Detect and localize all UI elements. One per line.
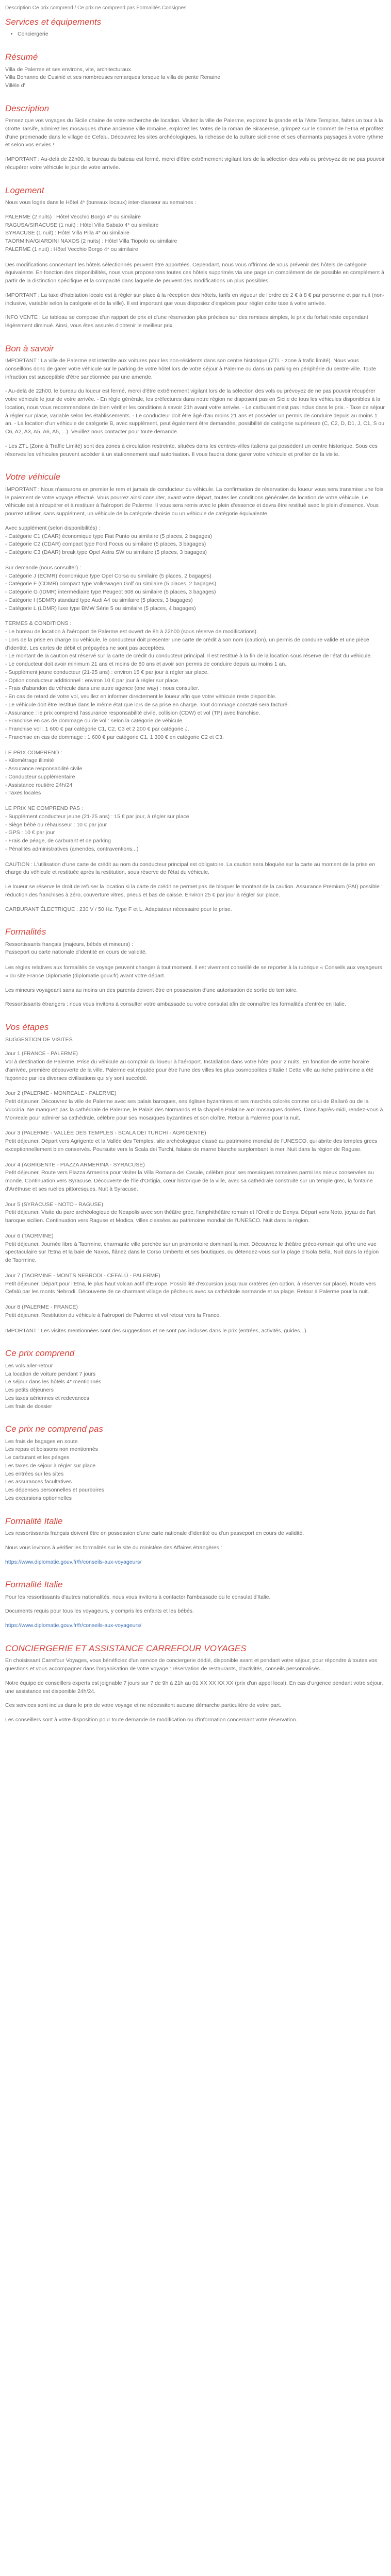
formalites-text <box>5 941 386 957</box>
etape-day-title: Jour 2 (PALERME - MONREALE - PALERME) <box>5 1090 117 1097</box>
bon-a-savoir-title: Bon à savoir <box>5 343 54 353</box>
etape-day-title: Jour 5 (SYRACUSE - NOTO - RAGUSE) <box>5 1201 104 1208</box>
services-list <box>5 30 386 39</box>
etape-day-title: Jour 6 (TAORMINE) <box>5 1232 54 1239</box>
vehicule-option: - GPS : 10 € par jour <box>5 829 55 836</box>
vehicule-options <box>5 805 386 854</box>
vehicule-include: - Assurance responsabilité civile <box>5 766 83 772</box>
vehicule-term: - En cas de retard de votre vol, veuillez en informer directement le loueur afin que votre véhicule reste disponible. <box>5 693 276 700</box>
vehicule-include: - Kilométrage illimité <box>5 757 54 764</box>
prix-ne-comprend-pas-item: Les taxes de séjour à régler sur place <box>5 1462 96 1469</box>
vehicule-caution: CAUTION : L'utilisation d'une carte de crédit au nom du conducteur principal est obligatoire. La caution sera bloquée sur la carte au moment de la prise en charge du véhicule et restituée après la restitution, sous réserve de l'état du véhicule. <box>5 861 376 876</box>
prix-ne-comprend-pas-title: Ce prix ne comprend pas <box>5 1424 103 1434</box>
prix-comprend-item: Les vols aller-retour <box>5 1362 53 1369</box>
etape-day <box>5 1090 386 1122</box>
vehicule-term: - Franchise en cas de dommage : 1 600 € par catégorie C1, 1 300 € en catégorie C2 et C3. <box>5 734 224 740</box>
formalites-line: Passeport ou carte nationale d'identité en cours de validité. <box>5 949 147 956</box>
etape-day-text: Petit déjeuner. Route vers Piazza Armerina pour visiter la Villa Romana del Casale, célèbre pour ses mosaïques romaines parmi les mieux conservées au monde. Continuation vers Syracuse. Découverte de l'île d'Ortigia, cœur historique de la ville, avec sa cathédrale construite sur un temple grec, la fontaine d'Aréthuse et ses ruelles pittoresques. Nuit à Syracuse. <box>5 1170 374 1192</box>
etape-day-title: Jour 3 (PALERME - VALLÉE DES TEMPLES - SCALA DEI TURCHI - AGRIGENTE) <box>5 1130 206 1137</box>
vehicule-category: - Catégorie C1 (CAAR) économique type Fiat Punto ou similaire (5 places, 2 bagages) <box>5 533 212 539</box>
logement-paragraph: Des modifications concernant les hôtels sélectionnés peuvent être apportées. Cependant, nous vous offrirons de vous prévenir des hôtels de catégorie équivalente. En fonction des disponibilités, nous vous proposerons toutes ces hôtels supprimés via une page un complément de de possible en complément à partir de la distinction spécifique et la compacité dans laquelle de peuvent des modifications un plus possibles. <box>5 261 384 284</box>
vehicule-on-request <box>5 564 386 613</box>
formalites-title: Formalités <box>5 927 46 937</box>
vehicule-option: - Pénalités administratives (amendes, contraventions...) <box>5 845 139 852</box>
hotel-line: SYRACUSE (1 nuit) : Hôtel Villa Pilla 4* ou similaire <box>5 230 129 236</box>
etape-day-text: Petit déjeuner. Découvrez la ville de Palerme avec ses palais baroques, ses églises byzantines et ses marchés colorés comme celui de Ballarò ou de la Vucciria. Ne manquez pas la cathédrale de Palerme, le Palais des Normands et la chapelle Palatine aux mosaïques dorées. Dans l'après-midi, rendez-vous à Monreale pour admirer sa cathédrale, célèbre pour ses mosaïques byzantines et son cloître. Retour à Palerme pour la nuit. <box>5 1098 383 1121</box>
etape-day-text: Petit déjeuner. Départ vers Agrigente et la Vallée des Temples, site archéologique classé au patrimoine mondial de l'UNESCO, qui abrite des temples grecs exceptionnellement bien conservés. Poursuite vers la Scala dei Turchi, falaise de marne blanche surplombant la mer. Nuit dans la région de Raguse. <box>5 1138 378 1153</box>
vehicule-term: - Option conducteur additionnel : environ 10 € par jour à régler sur place. <box>5 677 180 684</box>
formalites-paragraph: Les mineurs voyageant sans au moins un des parents doivent être en possession d'une autorisation de sortie de territoire. <box>5 987 298 993</box>
etapes-important: IMPORTANT : Les visites mentionnées sont des suggestions et ne sont pas incluses dans le prix (entrées, activités, guides...). <box>5 1327 308 1334</box>
resume-line: Villa de Palerme et ses environs, vite, architecturaux. <box>5 66 133 73</box>
etapes-subtitle: SUGGESTION DE VISITES <box>5 1036 73 1043</box>
services-title: Services et équipements <box>5 17 102 27</box>
etape-day <box>5 1272 386 1296</box>
vehicule-category: - Catégorie C2 (CDAR) compact type Ford Focus ou similaire (5 places, 3 bagages) <box>5 541 206 548</box>
prix-comprend-list <box>5 1362 386 1411</box>
logement-paragraph: INFO VENTE : Le tableau se compose d'un rapport de prix et d'une réservation plus précises sur des remises simples, le prix du forfait reste cependant légèrement diminué. Ainsi, vous êtes assurés d'obtenir le meilleur prix. <box>5 314 368 329</box>
prix-ne-comprend-pas-list <box>5 1438 386 1503</box>
vehicule-on-request-item: - Catégorie F (CDMR) compact type Volkswagen Golf ou similaire (5 places, 2 bagages) <box>5 581 217 587</box>
hotel-line: RAGUSA/SIRACUSE (1 nuit) : Hôtel Villa Sabato 4* ou similaire <box>5 222 159 228</box>
vehicule-includes <box>5 749 386 798</box>
etape-day-text: Petit déjeuner. Départ pour l'Etna, le plus haut volcan actif d'Europe. Possibilité d'excursion jusqu'aux cratères (en option, à réserver sur place). Route vers Cefalù par les monts Nebrodi. Découverte de ce charmant village de pêcheurs avec sa cathédrale normande et sa plage. Retour à Palerme pour la nuit. <box>5 1280 376 1295</box>
conciergerie-title: CONCIERGERIE ET ASSISTANCE CARREFOUR VOYAGES <box>5 1643 247 1653</box>
etape-day <box>5 1050 386 1082</box>
etape-day-title: Jour 1 (FRANCE - PALERME) <box>5 1050 78 1057</box>
logement-paragraph: IMPORTANT : La taxe d'habitation locale est à régler sur place à la réception des hôtels, tarifs en vigueur de l'ordre de 2 € à 8 € par personne et par nuit (non-inclusive, variable selon la catégorie et de la ville). Il est important que vous disposiez d'espèces pour régler cette taxe à votre arrivée. <box>5 292 385 307</box>
vehicule-terms <box>5 620 386 741</box>
vehicule-on-request-item: - Catégorie J (ECMR) économique type Opel Corsa ou similaire (5 places, 2 bagages) <box>5 572 211 579</box>
prix-comprend-item: Les petits déjeuners <box>5 1387 54 1394</box>
prix-ne-comprend-pas-item: Les entrées sur les sites <box>5 1470 64 1477</box>
prix-comprend-item: La location de voiture pendant 7 jours <box>5 1370 96 1377</box>
vehicule-options-title: LE PRIX NE COMPREND PAS : <box>5 805 83 812</box>
formalite-italie-2-title: Formalité Italie <box>5 1580 63 1590</box>
vehicule-term: - Frais d'abandon du véhicule dans une autre agence (one way) : nous consulter. <box>5 685 200 692</box>
prix-ne-comprend-pas-item: Les assurances facultatives <box>5 1479 72 1485</box>
vehicule-term: - Lors de la prise en charge du véhicule, le conducteur doit présenter une carte de crédit à son nom (caution), un permis de conduire valide et une pièce d'identité. Les cartes de débit et prépayées ne sont pas acceptées. <box>5 636 369 651</box>
vehicule-include: - Assistance routière 24h/24 <box>5 782 73 788</box>
bon-a-savoir-paragraph: - Les ZTL (Zone à Traffic Limité) sont des zones à circulation restreinte, situées dans les centres-villes italiens qui possèdent un centre historique. Sous ces réserves les véhicules peuvent accéder à un stationnement sauf autorisation. Il vous faudra donc garer votre véhicule et profiter de la visite. <box>5 443 378 457</box>
formalite-italie-paragraph: Les ressortissants français doivent être en possession d'une carte nationale d'identité ou d'un passeport en cours de validité. <box>5 1530 304 1537</box>
formalites-paragraph: Ressortissants étrangers : nous vous invitons à consulter votre ambassade ou votre consulat afin de connaître les formalités d'entrée en Italie. <box>5 1001 346 1008</box>
vehicule-on-request-intro: Sur demande (nous consulter) : <box>5 564 82 571</box>
vehicule-intro: IMPORTANT : Nous n'assurons en premier le rem et jamais de conducteur du véhicule. La confirmation de réservation du loueur vous sera transmise une fois le paiement de votre voyage effectué. Vous pourrez ainsi consulter, avant votre départ, toutes les conditions générales de location de votre véhicule. Le véhicule est à récupérer et à restituer à l'aéroport de Palerme. Il vous sera remis avec le plein d'essence et devra être restitué avec le plein d'essence. Vous pourrez utiliser, sans supplément, un véhicule de la catégorie choisie ou un véhicule de catégorie équivalente. <box>5 486 384 517</box>
prix-ne-comprend-pas-item: Les dépenses personnelles et pourboires <box>5 1487 105 1494</box>
hotel-line: TAORMINA/GIARDINI NAXOS (2 nuits) : Hôtel Villa Tiopolo ou similaire <box>5 238 177 245</box>
formalite-italie-2-paragraph: Documents requis pour tous les voyageurs, y compris les enfants et les bébés. <box>5 1608 194 1615</box>
conciergerie-paragraph: Les conseillers sont à votre disposition pour toute demande de modification ou d'information concernant votre réservation. <box>5 1717 298 1723</box>
vehicule-insurance: Le loueur se réserve le droit de refuser la location si la carte de crédit ne permet pas de bloquer le montant de la caution. Assurance Premium (PAI) possible : réduction des franchises à zéro, couverture vitres, pneus et bas de caisse. Environ 25 € par jour à régler sur place. <box>5 884 383 898</box>
description-paragraph: Pensez que vos voyages du Sicile chaine de votre recherche de location. Visitez la ville de Palerme, explorez la grande et la l'Arte Templas, faites un tour à la Grotte Tarsife, admirez les mosaïques d'une ancienne ville romaine, explorez les Votes de la roman de Siracerese, grimpez sur le sommet de l'Etna et profitez d'une promenade dans le village de Cefalu. Découvrez les sites archéologiques, la richesse de la culture sicilienne et ses charmants paysages à votre rythme et selon vos envies ! <box>5 117 384 148</box>
prix-comprend-item: Les taxes aériennes et redevances <box>5 1395 89 1401</box>
formalite-italie-2-paragraph: Pour les ressortissants d'autres nationalités, nous vous invitons à contacter l'ambassade ou le consulat d'Italie. <box>5 1594 271 1600</box>
formalite-italie-link[interactable]: https://www.diplomatie.gouv.fr/fr/conseils-aux-voyageurs/ <box>5 1558 142 1565</box>
vehicule-carburant: CARBURANT ÉLECTRIQUE : 230 V / 50 Hz. Type F et L. Adaptateur nécessaire pour le prise. <box>5 906 232 912</box>
resume-line: Villéle d' <box>5 82 25 89</box>
prix-comprend-title: Ce prix comprend <box>5 1348 75 1359</box>
prix-ne-comprend-pas-item: Les excursions optionnelles <box>5 1495 72 1501</box>
vehicule-term: - Le bureau de location à l'aéroport de Palerme est ouvert de 8h à 22h00 (sous réserve de modifications). <box>5 629 258 635</box>
vehicule-term: - Assurance : le prix comprend l'assurance responsabilité civile, collision (CDW) et vol (TP) avec franchise. <box>5 709 260 716</box>
page-top-line: Description Ce prix comprend / Ce prix ne comprend pas Formalités Consignes <box>5 5 187 11</box>
etape-day-text: Petit déjeuner. Journée libre à Taormine, charmante ville perchée sur un promontoire dominant la mer. Découvrez le théâtre gréco-romain qui offre une vue spectaculaire sur l'Etna et la baie de Naxos, flânez dans le Corso Umberto et ses boutiques, ou détendez-vous sur la plage d'Isola Bella. Nuit dans la région de Taormine. <box>5 1241 379 1264</box>
prix-comprend-item: Les frais de dossier <box>5 1403 53 1410</box>
vehicule-include: - Taxes locales <box>5 790 41 796</box>
etape-day <box>5 1303 386 1320</box>
formalite-italie-paragraph: Nous vous invitons à vérifier les formalités sur le site du ministère des Affaires étrangères : <box>5 1544 222 1551</box>
etapes-title: Vos étapes <box>5 1022 49 1032</box>
conciergerie-paragraph: En choisissant Carrefour Voyages, vous bénéficiez d'un service de conciergerie dédié, disponible avant et pendant votre séjour, pour répondre à toutes vos questions et vous accompagner dans l'organisation de votre voyage : réservation de restaurants, d'activités, conseils personnalisés... <box>5 1657 378 1672</box>
vehicule-option: - Siège bébé ou réhausseur : 10 € par jour <box>5 821 107 828</box>
formalites-line: Ressortissants français (majeurs, bébés et mineurs) : <box>5 941 134 947</box>
vehicule-categories-intro: Avec supplément (selon disponibilités) : <box>5 524 101 531</box>
hotel-line: PALERME (2 nuits) : Hôtel Vecchio Borgo 4* ou similaire <box>5 213 141 220</box>
vehicule-term: - Le véhicule doit être restitué dans le même état que lors de sa prise en charge. Tout dommage constaté sera facturé. <box>5 701 289 708</box>
vehicule-term: - Franchise vol : 1 600 € par catégorie C1, C2, C3 et 2 200 € par catégorie J. <box>5 726 189 733</box>
etape-day-text: Petit déjeuner. Restitution du véhicule à l'aéroport de Palerme et vol retour vers la France. <box>5 1312 221 1318</box>
etape-day <box>5 1161 386 1194</box>
vehicule-term: - Franchise en cas de dommage ou de vol : selon la catégorie de véhicule. <box>5 718 184 724</box>
conciergerie-paragraph: Ces services sont inclus dans le prix de votre voyage et ne nécessitent aucune démarche particulière de votre part. <box>5 1702 282 1709</box>
description-paragraph: IMPORTANT : Au-delà de 22h00, le bureau du bateau est fermé, merci d'être extrêmement vigilant lors de la sélection des vols ou prévoyez de ne pas pouvoir récupérer votre véhicule le jour de votre arrivée. <box>5 156 385 171</box>
vehicule-term: - Le montant de la caution est réservé sur la carte de crédit du conducteur principal. Il est restitué à la fin de la location sous réserve de l'état du véhicule. <box>5 653 372 659</box>
hotel-line: PALERME (1 nuit) : Hôtel Vecchio Borgo 4* ou similaire <box>5 246 138 252</box>
etape-day-text: Petit déjeuner. Visite du parc archéologique de Neapolis avec son théâtre grec, l'amphithéâtre romain et l'Oreille de Denys. Départ vers Noto, joyau de l'art baroque sicilien. Continuation vers Raguse et Modica, villes classées au patrimoine mondial de l'UNESCO. Nuit dans la région. <box>5 1209 376 1224</box>
vehicule-option: - Frais de péage, de carburant et de parking <box>5 838 111 844</box>
bon-a-savoir-paragraph: - Au-delà de 22h00, le bureau du loueur est fermé, merci d'être extrêmement vigilant lors de la sélection des vols ou prévoyez de ne pas pouvoir récupérer votre véhicule le jour de votre arrivée. - En règle générale, les préfectures dans notre région ne disposent pas en Sicile de tous les véhicules disponibles à la location, nous vous recommandons de bien vérifier les conditions à savoir 21h avant votre arrivée. - Le carburant n'est pas inclus dans le prix. - Taxe de séjour à régler sur place, variable selon les établissements. - Le conducteur doit être âgé d'au moins 21 ans et posséder un permis de conduire depuis au moins 1 an. - La location d'un véhicule de catégorie B, avec supplément, peut également être demandée, possibilité de catégorie supérieure (C, C2, D, D1, J, C1, S ou C6, A2, A3, A5, A6, A5, ...). Veuillez nous contacter pour toute demande. <box>5 388 385 435</box>
vehicule-includes-title: LE PRIX COMPREND : <box>5 749 62 756</box>
etape-day-title: Jour 8 (PALERME - FRANCE) <box>5 1304 78 1311</box>
formalite-italie-title: Formalité Italie <box>5 1516 63 1526</box>
etape-day <box>5 1201 386 1225</box>
prix-comprend-item: Le séjour dans les hôtels 4* mentionnés <box>5 1379 102 1385</box>
bon-a-savoir-paragraph: IMPORTANT : La ville de Palerme est interdite aux voitures pour les non-résidents dans son centre historique (ZTL - zone à trafic limité). Nous vous conseillons donc de garer votre véhicule sur le parking de votre hôtel lors de votre séjour à Palerme ou dans un parking en périphérie du centre-ville. Toute infraction est susceptible d'être sanctionnée par une amende. <box>5 358 376 380</box>
prix-ne-comprend-pas-item: Les repas et boissons non mentionnés <box>5 1446 98 1453</box>
etape-day-title: Jour 4 (AGRIGENTE - PIAZZA ARMERINA - SYRACUSE) <box>5 1161 145 1168</box>
logement-intro: Nous vous logés dans le Hôtel 4* (bureaux locaux) inter-classeur au semaines : <box>5 199 197 206</box>
vehicule-on-request-item: - Catégorie G (IDMR) intermédiaire type Peugeot 508 ou similaire (5 places, 3 bagages) <box>5 589 216 596</box>
etape-day-text: Vol à destination de Palerme. Prise du véhicule au comptoir du loueur à l'aéroport. Installation dans votre hôtel pour 2 nuits. En fonction de votre horaire d'arrivée, première découverte de la ville. Palerme est réputée pour être l'une des villes les plus cosmopolites d'Italie ! Cette ville au riche patrimoine a été façonnée par les diverses civilisations qui s'y sont succédé. <box>5 1059 373 1081</box>
etape-day <box>5 1232 386 1265</box>
logement-title: Logement <box>5 185 44 195</box>
vehicule-title: Votre véhicule <box>5 472 61 482</box>
vehicule-option: - Supplément conducteur jeune (21-25 ans) : 15 € par jour, à régler sur place <box>5 813 189 820</box>
resume-title: Résumé <box>5 52 38 62</box>
prix-ne-comprend-pas-item: Le carburant et les péages <box>5 1454 70 1461</box>
resume-text <box>5 66 386 90</box>
formalites-paragraph: Les règles relatives aux formalités de voyage peuvent changer à tout moment. Il est vivement conseillé de se reporter à la rubrique « Conseils aux voyageurs » du site France Diplomatie (diplomatie.gouv.fr) avant votre départ. <box>5 964 382 979</box>
vehicule-include: - Conducteur supplémentaire <box>5 773 75 780</box>
formalite-italie-2-link[interactable]: https://www.diplomatie.gouv.fr/fr/conseils-aux-voyageurs/ <box>5 1622 142 1629</box>
services-item: • Conciergerie <box>18 30 386 39</box>
etape-day-title: Jour 7 (TAORMINE - MONTS NEBRODI - CEFALÙ - PALERME) <box>5 1272 160 1279</box>
logement-hotels <box>5 213 386 254</box>
description-title: Description <box>5 103 50 113</box>
vehicule-term: - Le conducteur doit avoir minimum 21 ans et moins de 80 ans et avoir son permis de conduire depuis au moins 1 an. <box>5 661 287 668</box>
resume-line: Villa Bonanno de Cusinié et ses nombreuses remarques lorsque la villa de pente Renaine <box>5 74 221 81</box>
prix-ne-comprend-pas-item: Les frais de bagages en soute <box>5 1438 78 1445</box>
conciergerie-paragraph: Notre équipe de conseillers experts est joignable 7 jours sur 7 de 9h à 21h au 01 XX XX XX XX (prix d'un appel local). En cas d'urgence pendant votre séjour, une assistance est disponible 24h/24. <box>5 1680 383 1694</box>
etape-day <box>5 1129 386 1154</box>
vehicule-on-request-item: - Catégorie I (SDMR) standard type Audi A4 ou similaire (5 places, 3 bagages) <box>5 597 193 603</box>
vehicule-on-request-item: - Catégorie L (LDMR) luxe type BMW Série 5 ou similaire (5 places, 4 bagages) <box>5 605 196 612</box>
vehicule-category: - Catégorie C3 (DAAR) break type Opel Astra SW ou similaire (5 places, 3 bagages) <box>5 549 207 556</box>
vehicule-categories <box>5 524 386 557</box>
vehicule-terms-title: TERMES & CONDITIONS : <box>5 620 72 627</box>
vehicule-term: - Supplément jeune conducteur (21-25 ans) : environ 15 € par jour à régler sur place. <box>5 669 209 675</box>
